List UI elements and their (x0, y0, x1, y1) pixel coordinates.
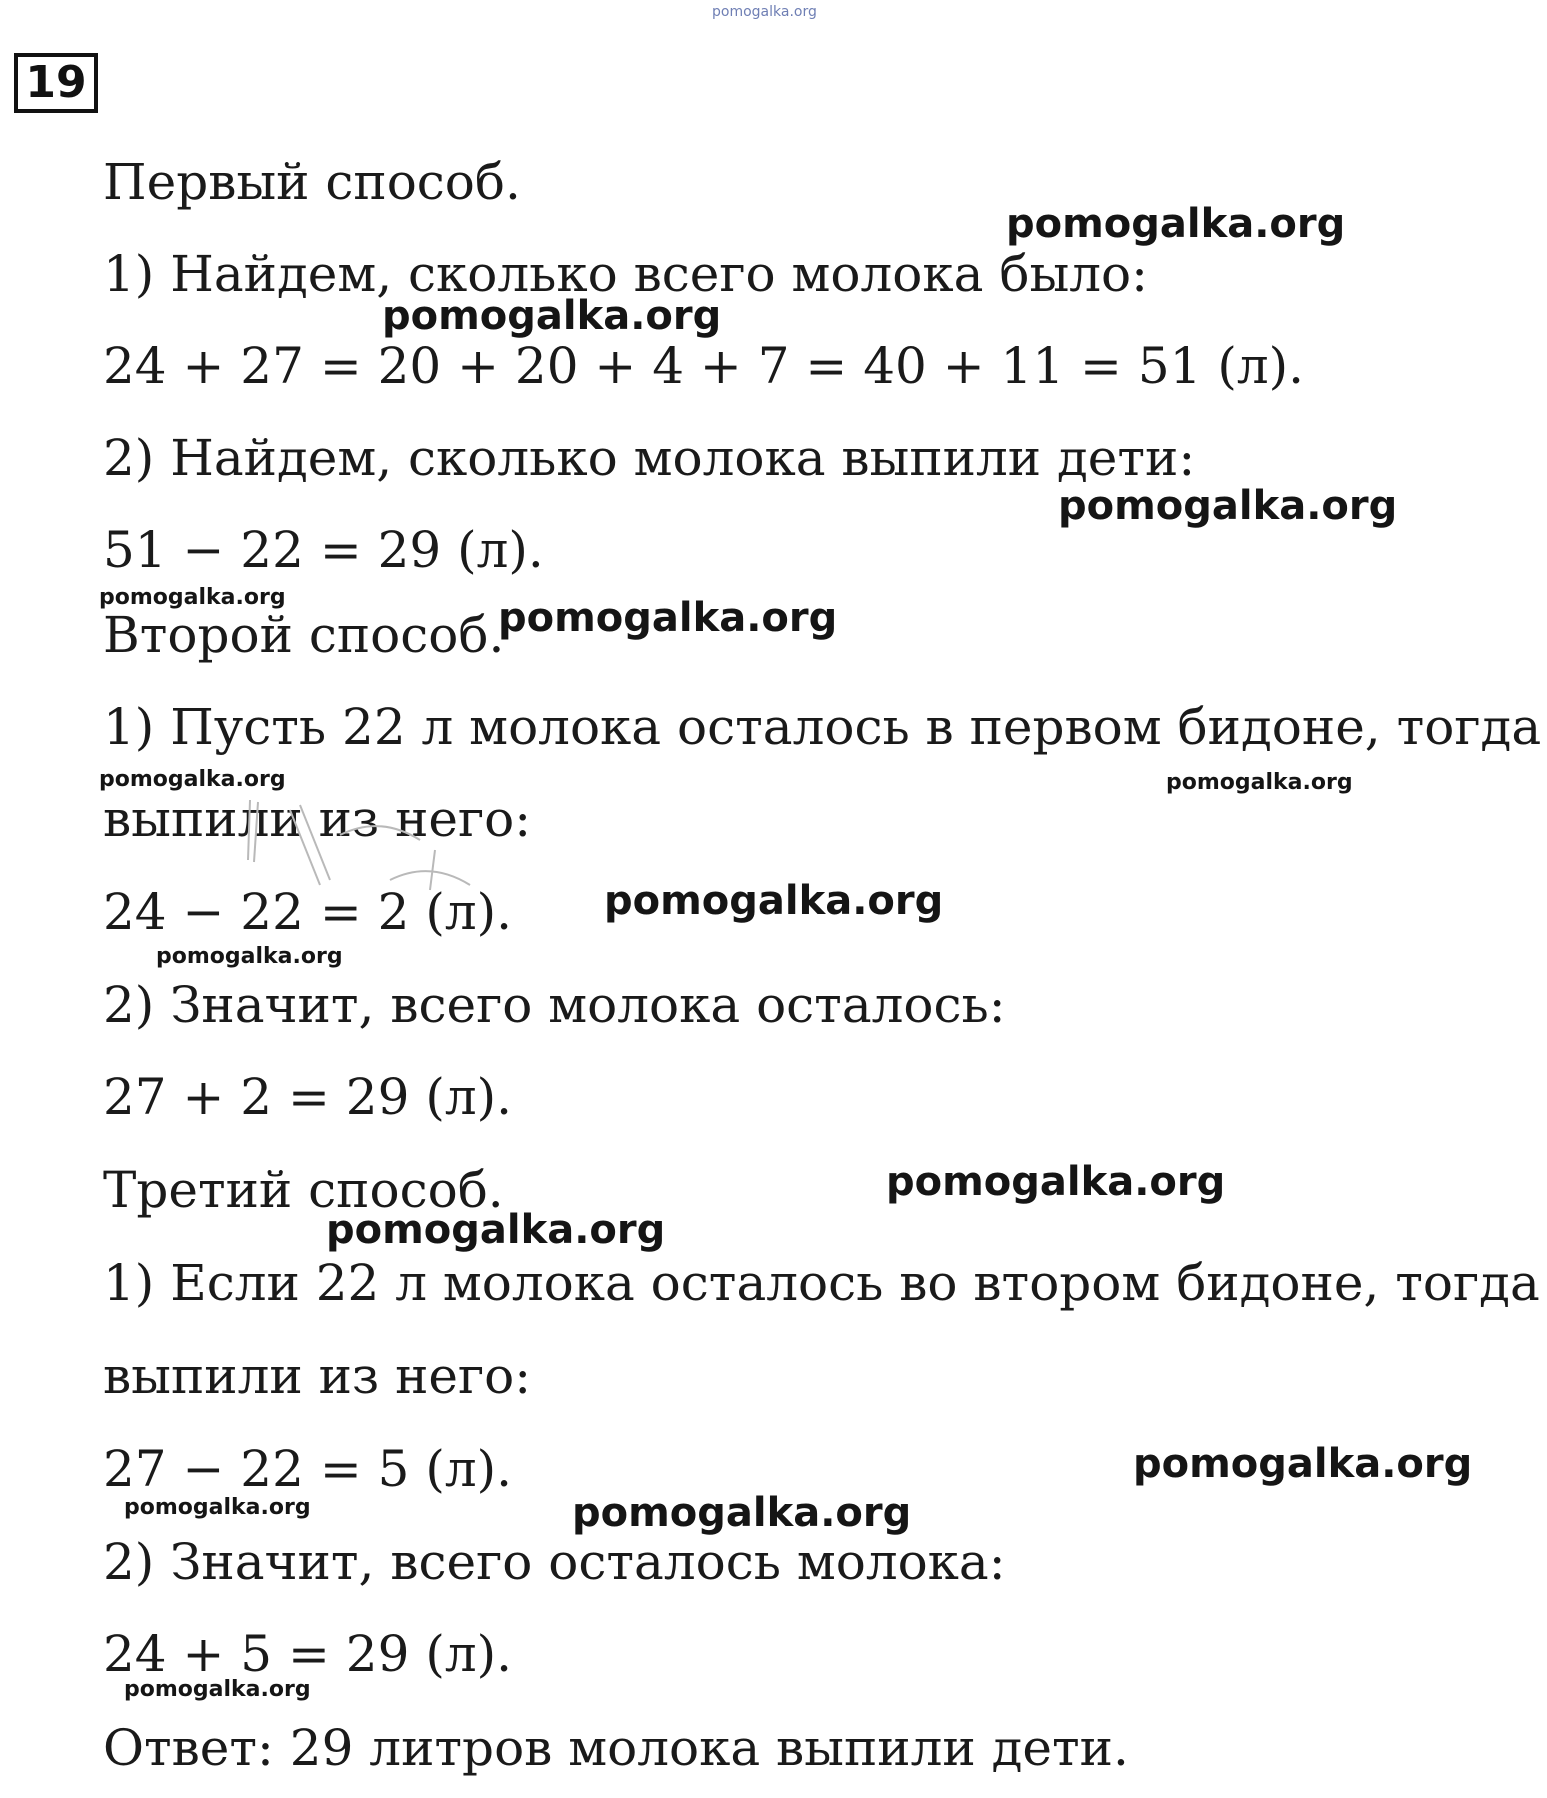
method-2-step-1-equation: 24 − 22 = 2 (л). (103, 883, 512, 941)
method-1-step-1-equation: 24 + 27 = 20 + 20 + 4 + 7 = 40 + 11 = 51 (л). (103, 337, 1305, 395)
method-1-heading: Первый способ. (103, 153, 521, 211)
watermark: pomogalka.org (1166, 770, 1353, 795)
watermark: pomogalka.org (382, 293, 722, 339)
watermark: pomogalka.org (99, 767, 286, 792)
watermark: pomogalka.org (124, 1495, 311, 1520)
watermark: pomogalka.org (156, 944, 343, 969)
method-2-step-2-text: 2) Значит, всего молока осталось: (103, 976, 1006, 1034)
method-1-step-2-text: 2) Найдем, сколько молока выпили дети: (103, 429, 1196, 487)
method-2-step-2-equation: 27 + 2 = 29 (л). (103, 1068, 512, 1126)
watermark: pomogalka.org (1006, 201, 1346, 247)
header-watermark: pomogalka.org (712, 4, 817, 20)
method-3-step-2-text: 2) Значит, всего осталось молока: (103, 1533, 1006, 1591)
watermark: pomogalka.org (1133, 1441, 1473, 1487)
method-3-step-1-equation: 27 − 22 = 5 (л). (103, 1440, 512, 1498)
task-number: 19 (14, 53, 98, 113)
watermark: pomogalka.org (572, 1490, 912, 1536)
method-1-step-2-equation: 51 − 22 = 29 (л). (103, 521, 544, 579)
watermark: pomogalka.org (498, 595, 838, 641)
method-3-step-1-text-cont: выпили из него: (103, 1347, 532, 1405)
watermark: pomogalka.org (1058, 483, 1398, 529)
method-3-step-2-equation: 24 + 5 = 29 (л). (103, 1625, 512, 1683)
method-2-step-1-text: 1) Пусть 22 л молока осталось в первом бидоне, тогда (103, 698, 1542, 756)
watermark: pomogalka.org (326, 1207, 666, 1253)
method-3-step-1-text: 1) Если 22 л молока осталось во втором бидоне, тогда (103, 1254, 1540, 1312)
watermark: pomogalka.org (886, 1159, 1226, 1205)
watermark: pomogalka.org (604, 878, 944, 924)
method-2-step-1-text-cont: выпили из него: (103, 790, 532, 848)
method-1-step-1-text: 1) Найдем, сколько всего молока было: (103, 245, 1148, 303)
watermark: pomogalka.org (124, 1677, 311, 1702)
method-2-heading: Второй способ. (103, 606, 505, 664)
method-3-heading: Третий способ. (103, 1161, 504, 1219)
answer-line: Ответ: 29 литров молока выпили дети. (103, 1719, 1129, 1777)
watermark: pomogalka.org (99, 585, 286, 610)
